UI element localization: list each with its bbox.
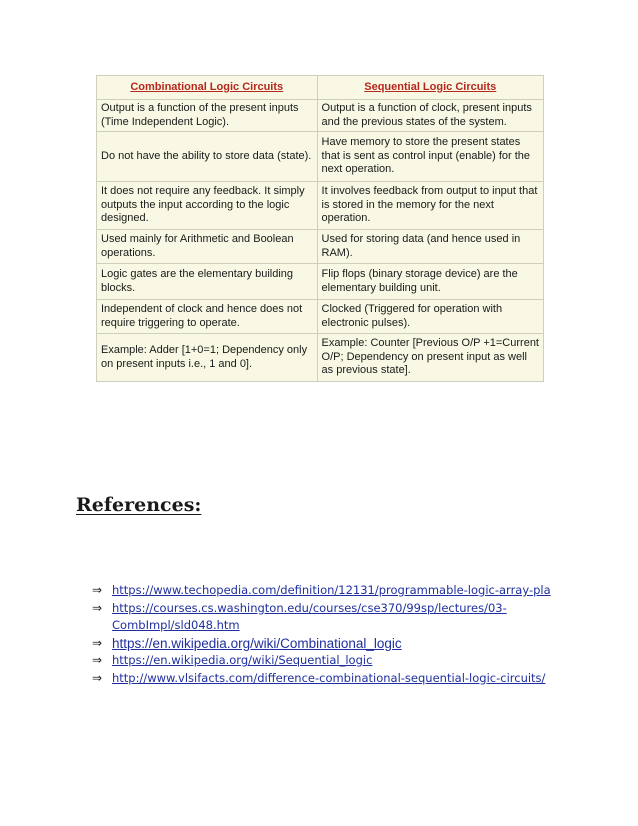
table-cell: Do not have the ability to store data (state). <box>97 132 318 182</box>
implies-arrow-icon: ⇒ <box>92 653 103 667</box>
implies-arrow-icon: ⇒ <box>92 583 103 597</box>
implies-arrow-icon: ⇒ <box>92 635 103 650</box>
header-combinational: Combinational Logic Circuits <box>97 76 318 100</box>
table-cell: Logic gates are the elementary building blocks. <box>97 264 318 300</box>
table-row <box>97 300 544 334</box>
implies-arrow-icon: ⇒ <box>92 600 103 615</box>
table-row <box>97 334 544 382</box>
references-heading: References: <box>76 494 202 516</box>
table-cell: Output is a function of clock, present inputs and the previous states of the system. <box>317 100 543 132</box>
list-item <box>92 582 638 600</box>
reference-link-vlsifacts[interactable]: http://www.vlsifacts.com/difference-combinational-sequential-logic-circuits/ <box>112 670 546 685</box>
table-cell: It does not require any feedback. It simply outputs the input according to the logic designed. <box>97 182 318 230</box>
table-cell: Independent of clock and hence does not require triggering to operate. <box>97 300 318 334</box>
list-item <box>92 670 638 688</box>
reference-link-washington[interactable]: https://courses.cs.washington.edu/courses/cse370/99sp/lectures/03-CombImpl/sld048.htm <box>112 600 507 632</box>
reference-link-wiki-combinational[interactable]: https://en.wikipedia.org/wiki/Combinational_logic <box>112 635 402 651</box>
table-row <box>97 230 544 264</box>
table-row <box>97 100 544 132</box>
comparison-table <box>96 75 544 382</box>
table-cell: Used for storing data (and hence used in RAM). <box>317 230 543 264</box>
table-row <box>97 264 544 300</box>
table-cell: Output is a function of the present inputs (Time Independent Logic). <box>97 100 318 132</box>
table-cell: Clocked (Triggered for operation with electronic pulses). <box>317 300 543 334</box>
table-cell: Flip flops (binary storage device) are the elementary building unit. <box>317 264 543 300</box>
table-row <box>97 182 544 230</box>
references-list <box>92 582 638 687</box>
table-cell: Example: Adder [1+0=1; Dependency only on present inputs i.e., 1 and 0]. <box>97 334 318 382</box>
reference-link-wiki-sequential[interactable]: https://en.wikipedia.org/wiki/Sequential_logic <box>112 653 373 667</box>
header-sequential: Sequential Logic Circuits <box>317 76 543 100</box>
table-cell: Have memory to store the present states that is sent as control input (enable) for the next operation. <box>317 132 543 182</box>
table-row <box>97 132 544 182</box>
table-cell: Example: Counter [Previous O/P +1=Current O/P; Dependency on present input as well as previous state]. <box>317 334 543 382</box>
table-cell: It involves feedback from output to input that is stored in the memory for the next operation. <box>317 182 543 230</box>
table-cell: Used mainly for Arithmetic and Boolean operations. <box>97 230 318 264</box>
implies-arrow-icon: ⇒ <box>92 670 103 685</box>
list-item <box>92 635 638 653</box>
table-header-row <box>97 76 544 100</box>
list-item <box>92 652 638 670</box>
list-item <box>92 600 638 635</box>
reference-link-techopedia[interactable]: https://www.techopedia.com/definition/12131/programmable-logic-array-pla <box>112 583 551 597</box>
